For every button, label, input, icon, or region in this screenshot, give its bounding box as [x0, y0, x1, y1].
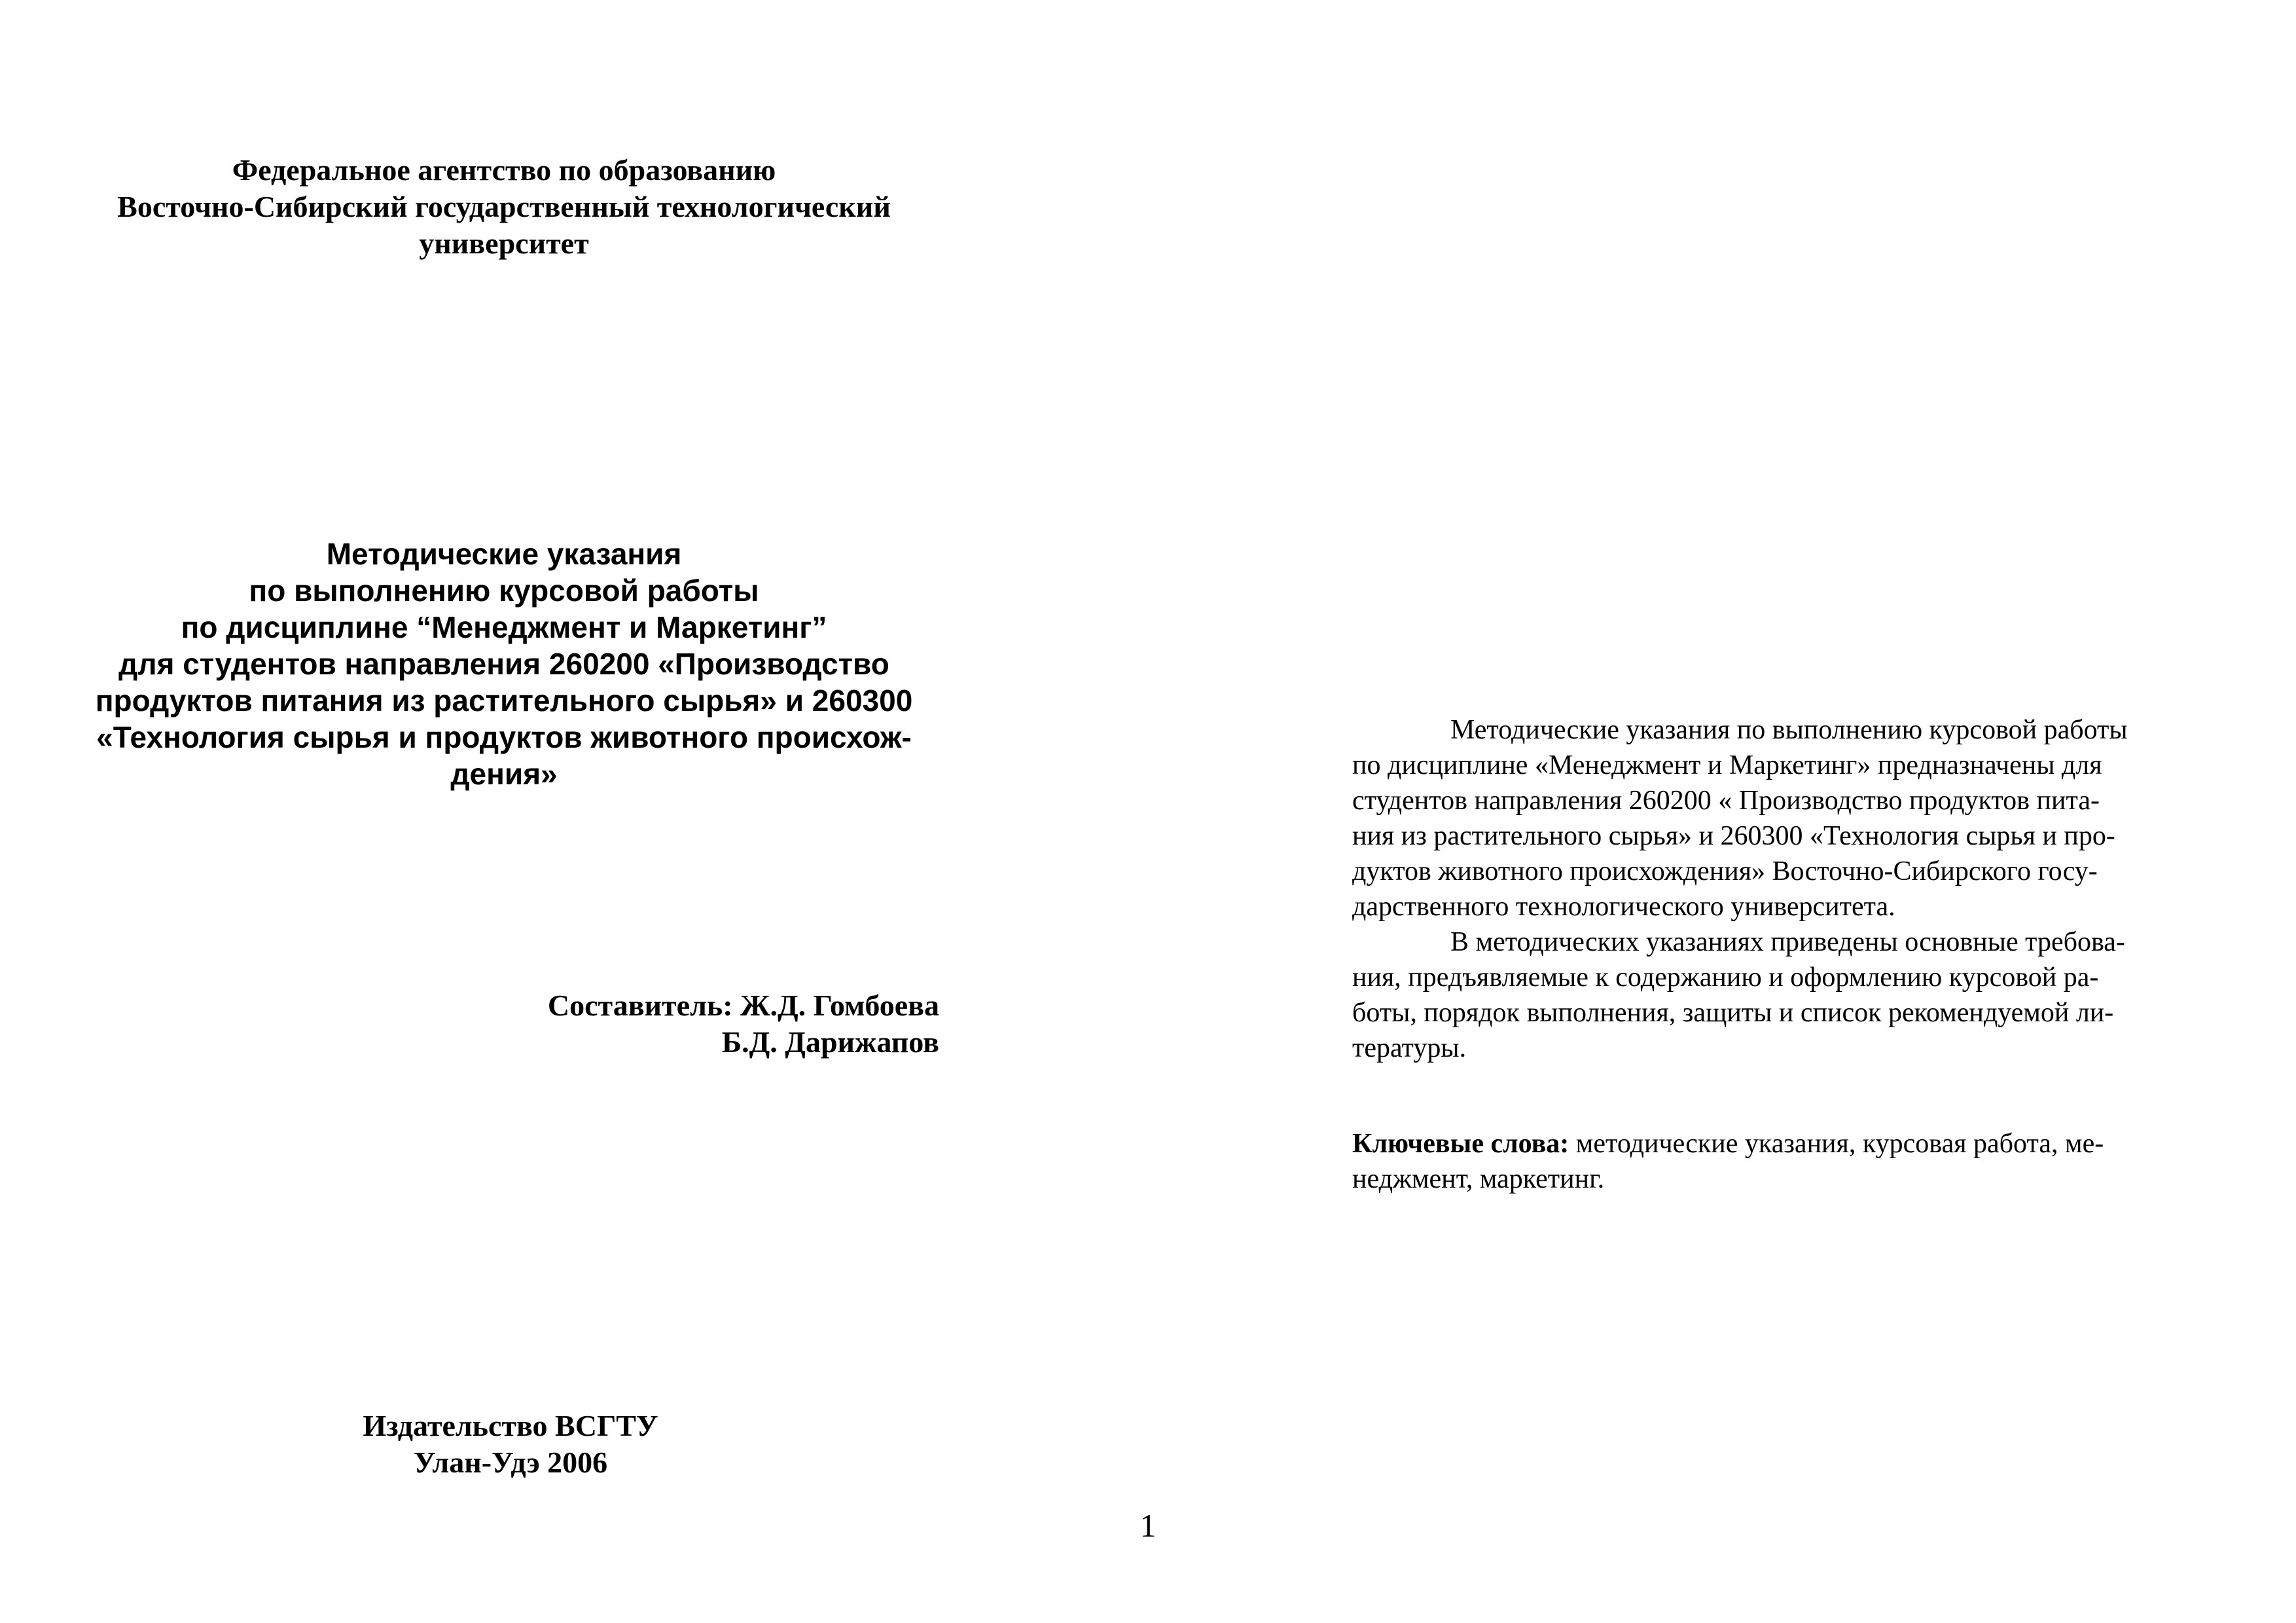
title-line: продуктов питания из растительного сырья» и 260300: [95, 684, 913, 718]
title-line: для студентов направления 260200 «Производство: [118, 647, 889, 681]
title-line: по дисциплине “Менеджмент и Маркетинг”: [181, 610, 827, 644]
document-title: [72, 536, 936, 792]
title-line: по выполнению курсовой работы: [249, 574, 759, 608]
requirements-line: ния, предъявляемые к содержанию и оформлению курсовой ра-: [1352, 962, 2099, 993]
keywords-label: Ключевые слова:: [1352, 1129, 1570, 1159]
title-line: «Технология сырья и продуктов животного происхож-: [96, 720, 912, 754]
abstract-line: Методические указания по выполнению курсовой работы: [1450, 715, 2128, 745]
abstract-line: дуктов животного происхождения» Восточно-Сибирского госу-: [1352, 856, 2098, 886]
keywords-text: методические указания, курсовая работа, ме-: [1569, 1129, 2104, 1159]
compiler-line2: Б.Д. Дарижапов: [721, 1025, 939, 1059]
keywords-line1: [1352, 1126, 2104, 1161]
university-name-line1: Восточно-Сибирский государственный технологический: [117, 190, 891, 223]
agency-name: Федеральное агентство по образованию: [232, 153, 776, 187]
compiler-line1: Составитель: Ж.Д. Гомбоева: [547, 989, 939, 1022]
keywords-line2: неджмент, маркетинг.: [1352, 1164, 1605, 1194]
publisher-block: [314, 1408, 707, 1481]
abstract-line: по дисциплине «Менеджмент и Маркетинг» предназначены для: [1352, 750, 2102, 780]
requirements-line: боты, порядок выполнения, защиты и список рекомендуемой ли-: [1352, 998, 2114, 1028]
requirements-paragraph: [1352, 924, 2125, 1066]
compilers-block: [458, 987, 939, 1061]
requirements-line: В методических указаниях приведены основные требова-: [1450, 927, 2125, 957]
right-page: [1148, 0, 2296, 1623]
university-name-line2: университет: [419, 227, 589, 260]
abstract-line: дарственного технологического университета.: [1352, 892, 1895, 922]
keywords-paragraph: [1352, 1126, 2104, 1197]
abstract-paragraph: [1352, 712, 2128, 924]
page-number: 1: [1139, 1507, 1157, 1544]
requirements-line: тературы.: [1352, 1033, 1467, 1063]
header-block: [92, 152, 916, 262]
publisher-name: Издательство ВСГТУ: [363, 1409, 658, 1442]
abstract-line: ния из растительного сырья» и 260300 «Технология сырья и про-: [1352, 821, 2115, 851]
abstract-line: студентов направления 260200 « Производство продуктов пита-: [1352, 786, 2100, 816]
title-line: дения»: [450, 757, 558, 791]
title-line: Методические указания: [326, 537, 682, 571]
publisher-city-year: Улан-Удэ 2006: [413, 1446, 608, 1479]
